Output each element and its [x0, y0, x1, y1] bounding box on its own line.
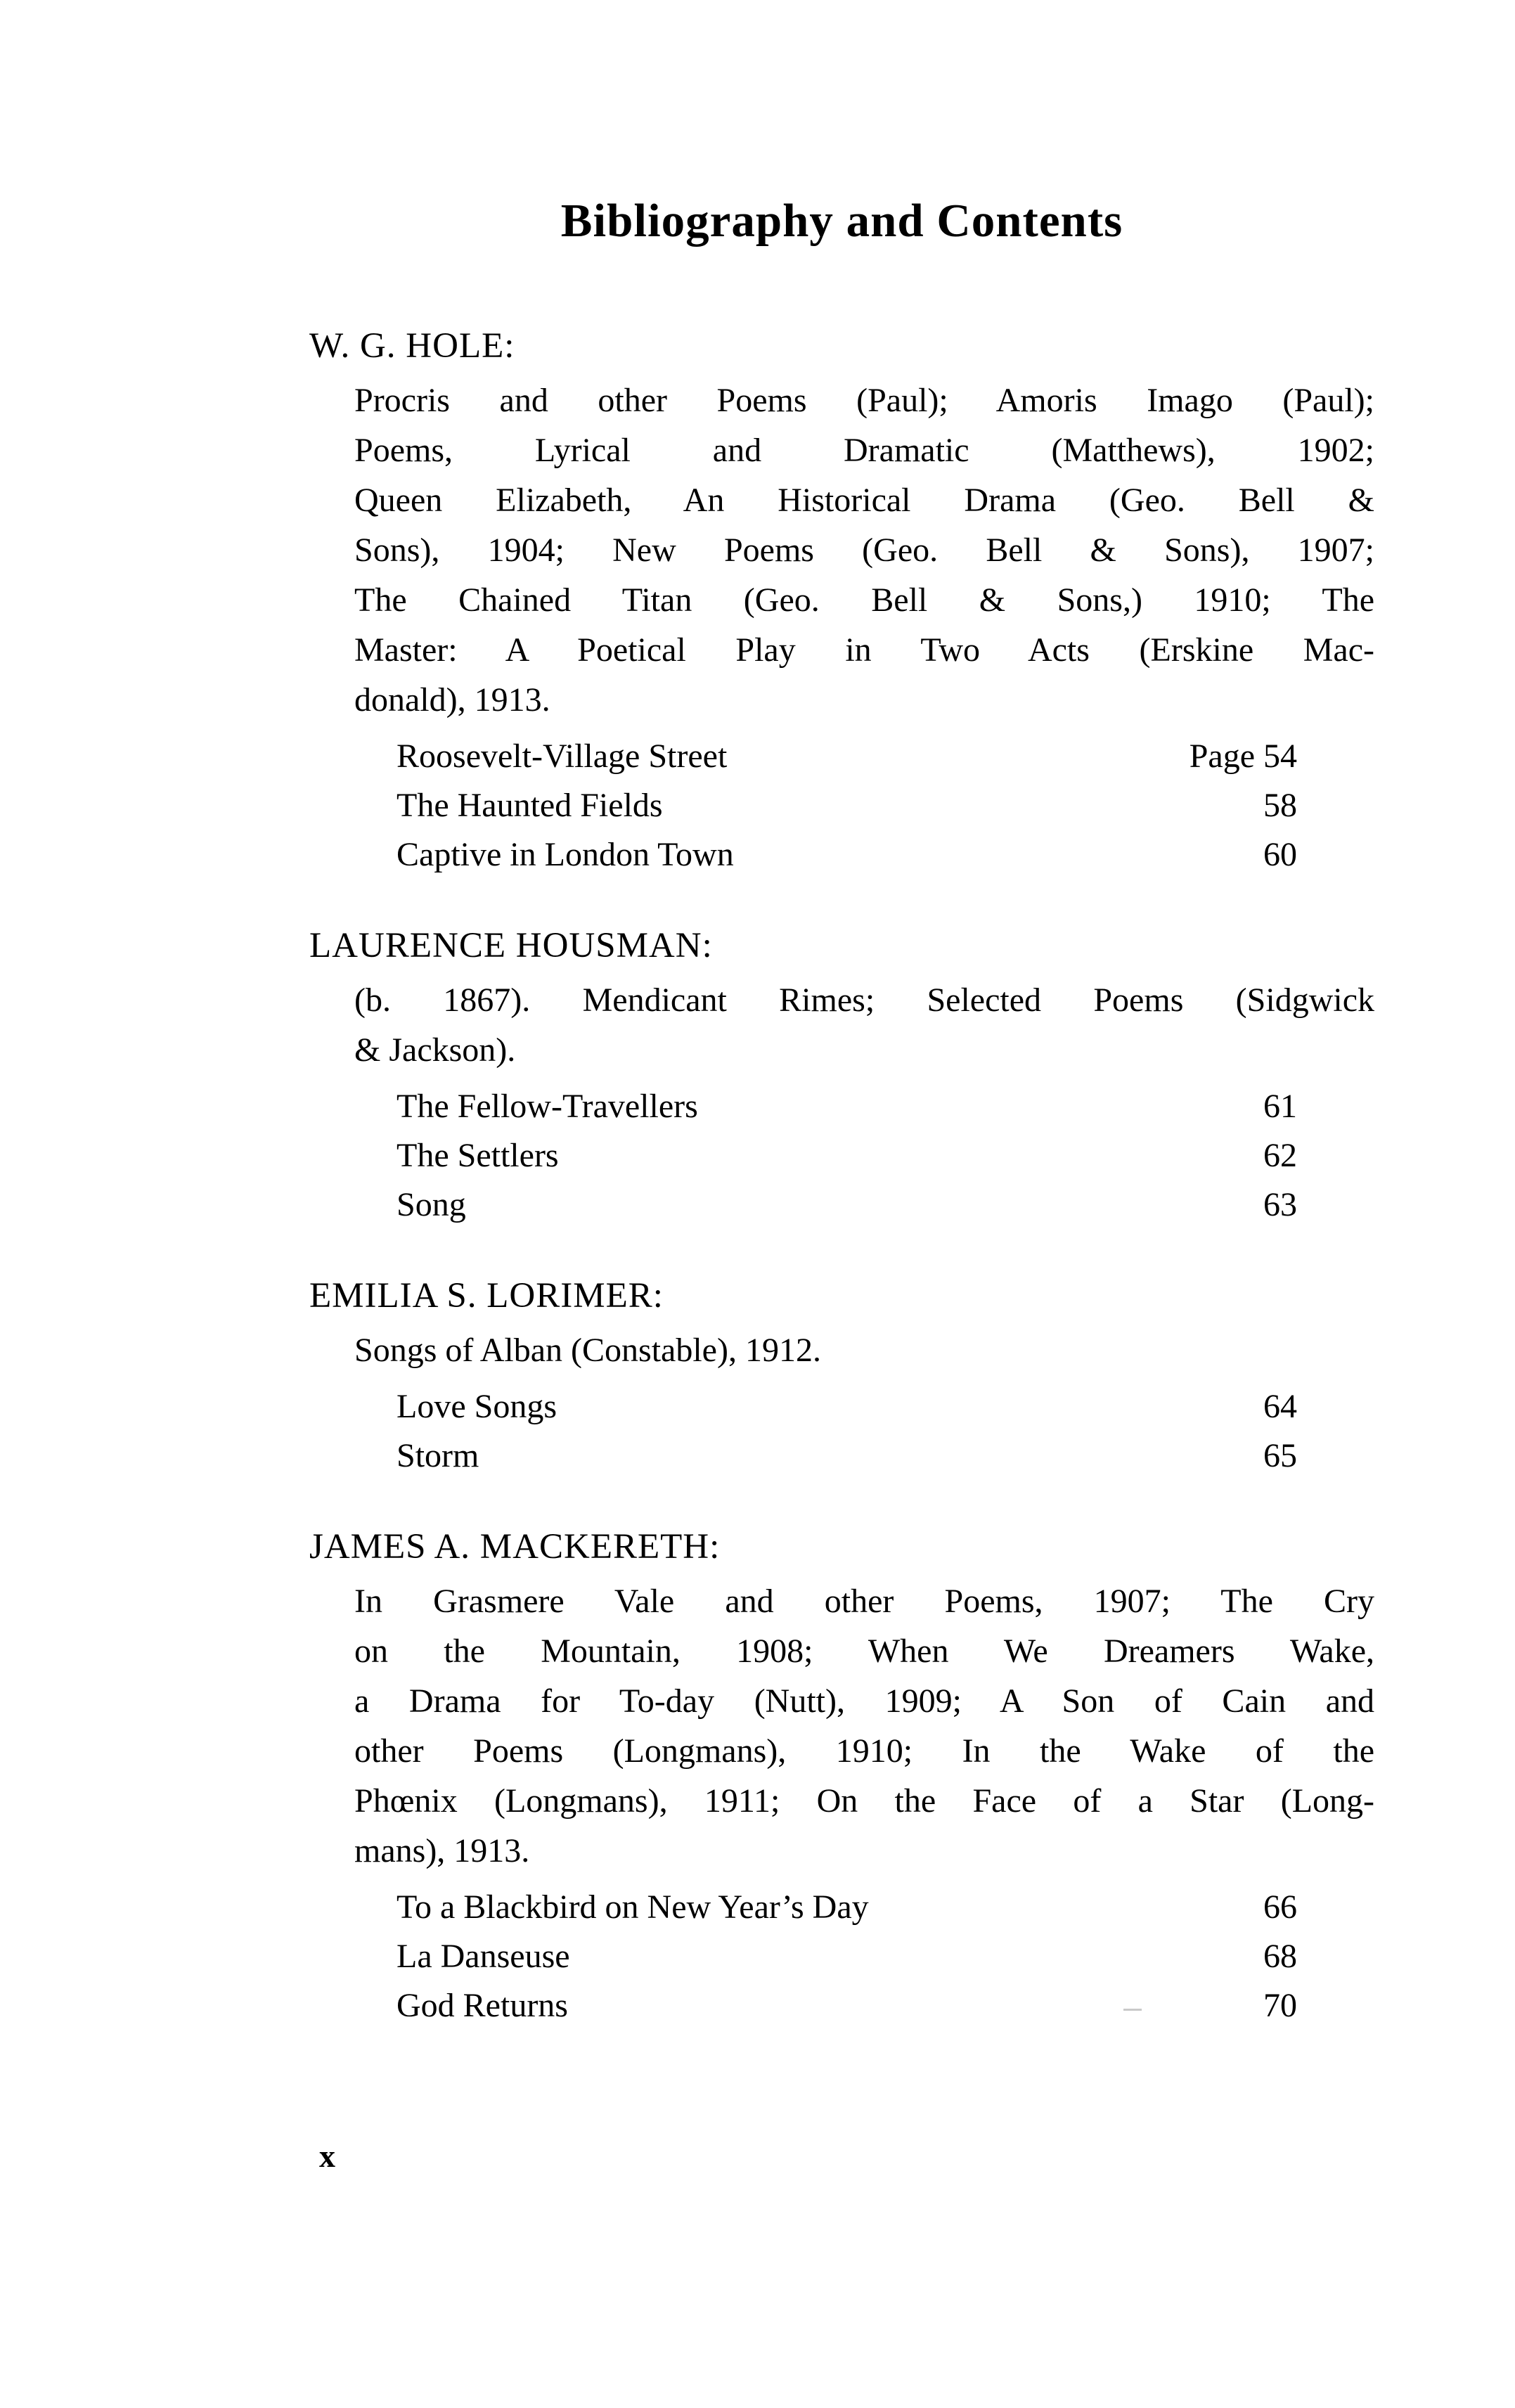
contents-entry: [397, 781, 1297, 830]
author-heading: JAMES A. MACKERETH:: [309, 1527, 721, 1566]
poem-title: To a Blackbird on New Year’s Day: [397, 1888, 869, 1926]
poem-title: Love Songs: [397, 1388, 557, 1425]
bibliography-line: other Poems (Longmans), 1910; In the Wake of the: [354, 1732, 1374, 1770]
poem-page-number: 68: [1263, 1938, 1297, 1975]
poem-title: La Danseuse: [397, 1938, 570, 1975]
contents-list: [397, 1382, 1374, 1481]
contents-entry: [397, 1131, 1297, 1180]
contents-list: [397, 1082, 1374, 1230]
poem-page-number: 63: [1263, 1186, 1297, 1223]
poem-page-number: 58: [1263, 787, 1297, 824]
poem-page-number: 65: [1263, 1437, 1297, 1474]
bibliography-line: The Chained Titan (Geo. Bell & Sons,) 1910; The: [354, 581, 1374, 619]
author-section-hole: [309, 321, 1374, 880]
bibliography-paragraph: [354, 1576, 1374, 1876]
scan-artifact-dash: [1123, 2009, 1142, 2011]
poem-page-number: Page 54: [1189, 738, 1297, 775]
poem-page-number: 70: [1263, 1987, 1297, 2024]
poem-page-number: 64: [1263, 1388, 1297, 1425]
bibliography-line: Songs of Alban (Constable), 1912.: [354, 1332, 821, 1369]
author-heading: EMILIA S. LORIMER:: [309, 1276, 664, 1315]
author-section-mackereth: [309, 1521, 1374, 2030]
bibliography-line: (b. 1867). Mendicant Rimes; Selected Poems (Sidgwick: [354, 981, 1374, 1019]
bibliography-paragraph: [354, 1325, 1374, 1375]
contents-entry: [397, 1981, 1297, 2030]
contents-entry: [397, 1180, 1297, 1230]
poem-title: The Haunted Fields: [397, 787, 663, 824]
bibliography-paragraph: [354, 975, 1374, 1075]
poem-page-number: 66: [1263, 1888, 1297, 1926]
bibliography-line: Phœnix (Longmans), 1911; On the Face of a Star (Long-: [354, 1782, 1374, 1820]
page-signature: x: [319, 2138, 335, 2174]
bibliography-line: on the Mountain, 1908; When We Dreamers Wake,: [354, 1633, 1374, 1670]
bibliography-line: Poems, Lyrical and Dramatic (Matthews), 1902;: [354, 432, 1374, 469]
poem-title: Roosevelt-Village Street: [397, 738, 728, 775]
bibliography-line: In Grasmere Vale and other Poems, 1907; The Cry: [354, 1583, 1374, 1620]
poem-title: Captive in London Town: [397, 836, 734, 873]
contents-entry: [397, 732, 1297, 781]
contents-entry: [397, 1082, 1297, 1131]
author-section-lorimer: [309, 1270, 1374, 1481]
bibliography-line: a Drama for To-day (Nutt), 1909; A Son of Cain and: [354, 1682, 1374, 1720]
contents-list: [397, 732, 1374, 880]
contents-entry: [397, 1382, 1297, 1431]
poem-page-number: 62: [1263, 1137, 1297, 1174]
contents-entry: [397, 1431, 1297, 1481]
poem-page-number: 61: [1263, 1088, 1297, 1125]
bibliography-line: donald), 1913.: [354, 681, 550, 719]
text-block: [309, 188, 1374, 2175]
bibliography-line: & Jackson).: [354, 1031, 516, 1069]
bibliography-line: Sons), 1904; New Poems (Geo. Bell & Sons), 1907;: [354, 532, 1374, 569]
author-heading: LAURENCE HOUSMAN:: [309, 926, 713, 965]
bibliography-line: Queen Elizabeth, An Historical Drama (Geo. Bell &: [354, 482, 1374, 519]
bibliography-line: mans), 1913.: [354, 1832, 530, 1869]
bibliography-line: Procris and other Poems (Paul); Amoris Imago (Paul);: [354, 382, 1374, 419]
poem-title: The Settlers: [397, 1137, 559, 1174]
poem-title: The Fellow-Travellers: [397, 1088, 698, 1125]
contents-entry: [397, 1883, 1297, 1932]
page-title: Bibliography and Contents: [560, 195, 1123, 247]
bibliography-line: Master: A Poetical Play in Two Acts (Erskine Mac-: [354, 631, 1374, 669]
poem-title: God Returns: [397, 1987, 568, 2024]
contents-list: [397, 1883, 1374, 2030]
author-heading: W. G. HOLE:: [309, 326, 515, 366]
bibliography-paragraph: [354, 375, 1374, 725]
contents-entry: [397, 1932, 1297, 1981]
poem-title: Storm: [397, 1437, 479, 1474]
poem-title: Song: [397, 1186, 466, 1223]
author-section-housman: [309, 920, 1374, 1230]
poem-page-number: 60: [1263, 836, 1297, 873]
contents-entry: [397, 830, 1297, 880]
